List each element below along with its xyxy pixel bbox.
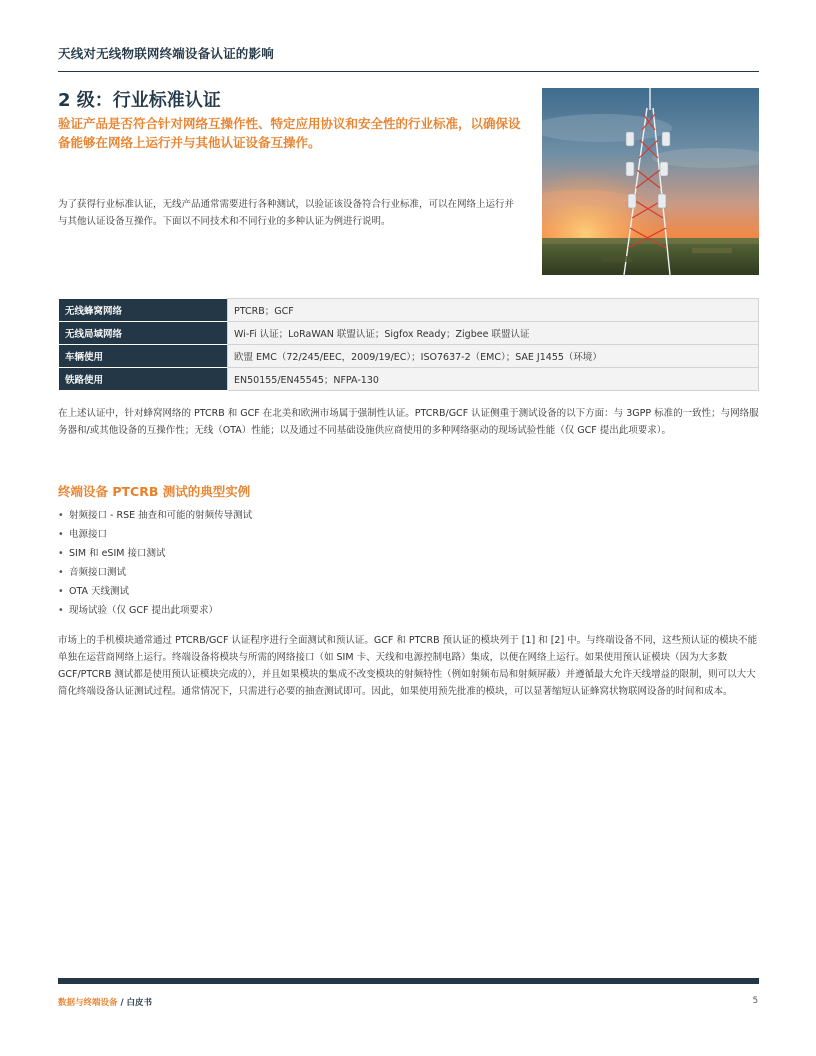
table-row-value: 欧盟 EMC（72/245/EEC，2009/19/EC）；ISO7637-2（EMC）；SAE J1455（环境）: [228, 345, 759, 368]
body-paragraph-2: 市场上的手机模块通常通过 PTCRB/GCF 认证程序进行全面测试和预认证。GCF 和 PTCRB 预认证的模块列于 [1] 和 [2] 中。与终端设备不同，这些预认证的模块不能单独在运营商网络上运行。终端设备将模块与所需的网络接口（如 SIM 卡、天线和电源控制电路）集成，以便在网络上运行。如果使用预认证模块（因为大多数 GCF/PTCRB 测试都是使用预认证模块完成的），并且如果模块的集成不改变模块的射频特性（例如射频布局和射频屏蔽）并遵循最大允许天线增益的限制，则可以大大简化终端设备认证测试过程。通常情况下，只需进行必要的抽查测试即可。因此，如果使用预先批准的模块，可以显著缩短认证蜂窝状物联网设备的时间和成本。: [58, 635, 758, 697]
lead-text: 验证产品是否符合针对网络互操作性、特定应用协议和安全性的行业标准，以确保设备能够在网络上运行并与其他认证设备互操作。: [58, 116, 521, 150]
footer-category: 数据与终端设备: [58, 998, 118, 1008]
list-item: • 音频接口测试: [58, 563, 252, 582]
certification-table: [58, 298, 759, 391]
page-number: 5: [752, 996, 758, 1006]
section-title: 2 级：行业标准认证: [58, 90, 221, 111]
table-row-value: EN50155/EN45545；NFPA-130: [228, 368, 759, 391]
list-item: • 电源接口: [58, 525, 252, 544]
body-paragraph-1: 在上述认证中，针对蜂窝网络的 PTCRB 和 GCF 在北美和欧洲市场属于强制性认证。PTCRB/GCF 认证侧重于测试设备的以下方面：与 3GPP 标准的一致性；与网络服务器和/或其他设备的互操作性；无线（OTA）性能；以及通过不同基础设施供应商使用的多种网络驱动的现场试验性能（仅 GCF 提出此项要求）。: [58, 408, 759, 436]
header-rule: [58, 71, 759, 72]
table-row-key: 无线蜂窝网络: [59, 299, 228, 322]
table-row-value: PTCRB；GCF: [228, 299, 759, 322]
table-row-value: Wi-Fi 认证；LoRaWAN 联盟认证；Sigfox Ready；Zigbee 联盟认证: [228, 322, 759, 345]
list-item: • SIM 和 eSIM 接口测试: [58, 544, 252, 563]
list-item: • 射频接口 - RSE 抽查和可能的射频传导测试: [58, 506, 252, 525]
cell-tower-photo: [542, 88, 759, 275]
footer-doc-type: 白皮书: [126, 998, 153, 1008]
examples-list: [58, 506, 252, 620]
list-item: • OTA 天线测试: [58, 582, 252, 601]
intro-paragraph: 为了获得行业标准认证，无线产品通常需要进行各种测试，以验证该设备符合行业标准，可以在网络上运行并与其他认证设备互操作。下面以不同技术和不同行业的多种认证为例进行说明。: [58, 199, 515, 227]
footer-rule: [58, 978, 759, 984]
examples-heading: 终端设备 PTCRB 测试的典型实例: [58, 484, 251, 499]
footer-label: [58, 996, 152, 1008]
footer-separator: /: [117, 998, 127, 1008]
list-item: • 现场试验（仅 GCF 提出此项要求）: [58, 601, 252, 620]
table-row: [59, 299, 759, 322]
table-row: [59, 322, 759, 345]
table-row-key: 车辆使用: [59, 345, 228, 368]
table-row: [59, 368, 759, 391]
header-title: 天线对无线物联网终端设备认证的影响: [58, 46, 274, 61]
table-row: [59, 345, 759, 368]
table-row-key: 无线局域网络: [59, 322, 228, 345]
table-row-key: 铁路使用: [59, 368, 228, 391]
